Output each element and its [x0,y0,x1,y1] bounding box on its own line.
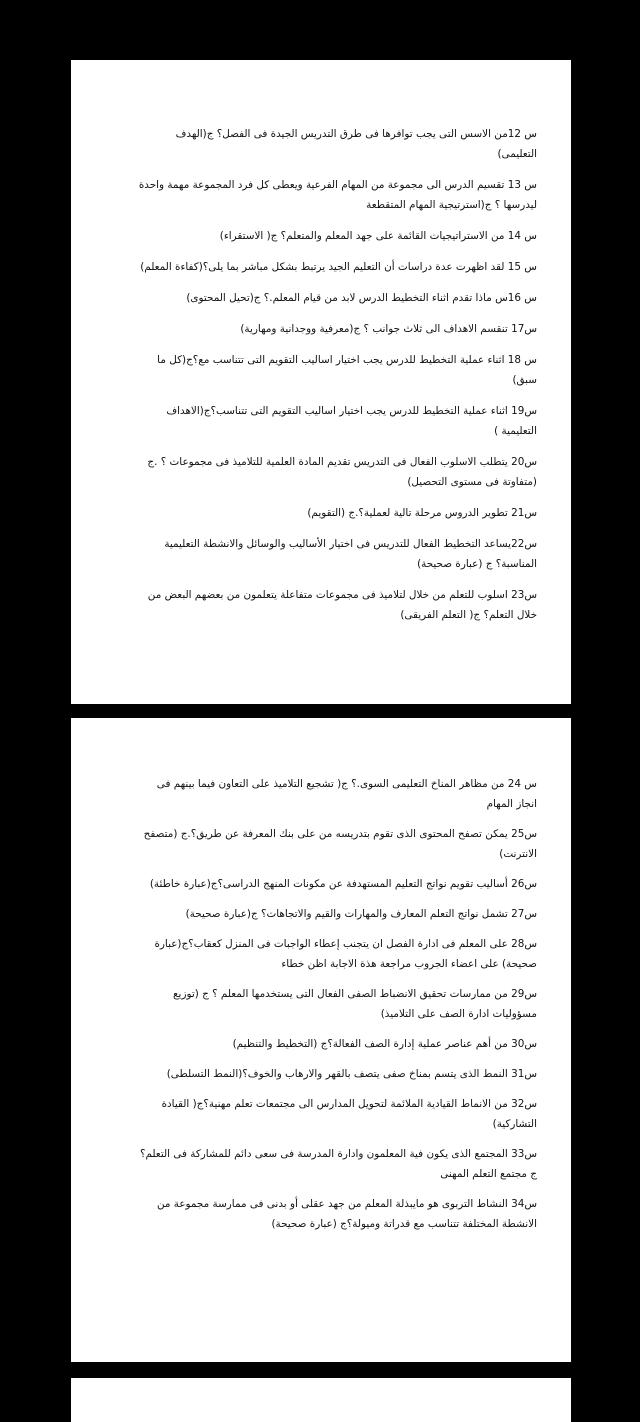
question-item: س 15 لقد اظهرت عدة دراسات أن التعليم الجيد يرتبط بشكل مباشر بما يلى؟(كفاءة المعلم) [140,261,537,273]
question-item: س27 تشمل نواتج التعلم المعارف والمهارات والقيم والاتجاهات؟ ج(عبارة صحيحة) [185,908,537,920]
question-list-page-1 [135,124,537,625]
question-item: س33 المجتمع الذى يكون فية المعلمون وادارة المدرسة فى سعى دائم للمشاركة فى التعلم؟ ج مجتمع التعلم المهنى [139,1148,537,1180]
question-item: س 18 اثناء عملية التخطيط للدرس يجب اختيار اساليب التقويم التى تتناسب مع؟ج(كل ما سبق) [157,354,537,386]
question-item: س21 تطوير الدروس مرحلة تالية لعملية؟.ج (التقويم) [307,507,537,519]
document-page-2 [71,718,571,1362]
question-item: س17 تنقسم الاهداف الى ثلاث جوانب ؟ ج(معرفية ووجدانية ومهارية) [240,323,537,335]
question-item: س 16س ماذا تقدم اثناء التخطيط الدرس لابد من قيام المعلم.؟ ج(تحيل المحتوى) [186,292,537,304]
question-item: س19 اثناء عملية التخطيط للدرس يجب اختيار اساليب التقويم التى تتناسب؟ج(الاهداف التعليمية ) [166,405,537,437]
question-item: س22يساعد التخطيط الفعال للتدريس فى اختيار الأساليب والوسائل والانشطة التعليمية المناسبة؟ ج (عبارة صحيحة) [164,538,537,570]
question-item: س34 النشاط التربوى هو مايبذلة المعلم من جهد عقلى أو بدنى فى ممارسة مجموعة من الانشطة المختلفة تتناسب مع قدراتة وميولة؟ج (عبارة صحيحة) [157,1198,537,1230]
question-item: س23 اسلوب للتعلم من خلال لتلاميذ فى مجموعات متفاعلة يتعلمون من بعضهم البعض من خلال التعلم؟ ج( التعلم الفريقى) [147,589,537,621]
question-item: س30 من أهم عناصر عملية إدارة الصف الفعالة؟ج (التخطيط والتنظيم) [232,1038,537,1050]
question-item: س28 على المعلم فى ادارة الفصل ان يتجنب إعطاء الواجبات فى المنزل كعقاب؟ج(عبارة صحيحة) على اعضاء الجروب مراجعة هذة الاجابة اظن خطاء [154,938,537,970]
document-page-1 [71,60,571,704]
question-item: س20 يتطلب الاسلوب الفعال فى التدريس تقديم المادة العلمية للتلاميذ فى مجموعات ؟ .ج (متفاوتة فى مستوى التحصيل) [147,456,537,488]
question-item: س 13 تقسيم الدرس الى مجموعة من المهام الفرعية ويعطى كل فرد المجموعة مهمة واحدة ليدرسها ؟ ج(استرتيجية المهام المتقطعة [138,179,537,211]
question-item: س 24 من مظاهر المناخ التعليمى السوى.؟ ج( تشجيع التلاميذ على التعاون فيما بينهم فى انجاز المهام [156,778,537,810]
question-item: س26 أساليب تقويم نواتج التعليم المستهدفة عن مكونات المنهج الدراسى؟ج(عبارة خاطئة) [149,878,537,890]
question-list-page-2 [135,774,537,1234]
question-item: س25 يمكن تصفح المحتوى الذى تقوم بتدريسه من على بنك المعرفة عن طريق؟.ج (متصفح الانترنت) [143,828,537,860]
question-item: س29 من ممارسات تحقيق الانضباط الصفى الفعال التى يستخدمها المعلم ؟ ج (توزيع مسؤوليات ادارة الصف على التلاميذ) [173,988,537,1020]
question-item: س 14 من الاستراتيجيات القائمة على جهد المعلم والمتعلم؟ ج( الاستقراء) [219,230,537,242]
question-item: س31 النمط الذى يتسم بمناخ صفى يتصف بالقهر والارهاب والخوف؟(النمط التسلطى) [166,1068,537,1080]
question-item: س 12من الاسس التى يجب توافرها فى طرق التدريس الجيدة فى الفصل؟ ج(الهدف التعليمى) [175,128,537,160]
document-page-3 [71,1378,571,1422]
question-item: س32 من الانماط القيادية الملائمة لتحويل المدارس الى مجتمعات تعلم مهنية؟ج( القيادة التشاركية) [161,1098,537,1130]
